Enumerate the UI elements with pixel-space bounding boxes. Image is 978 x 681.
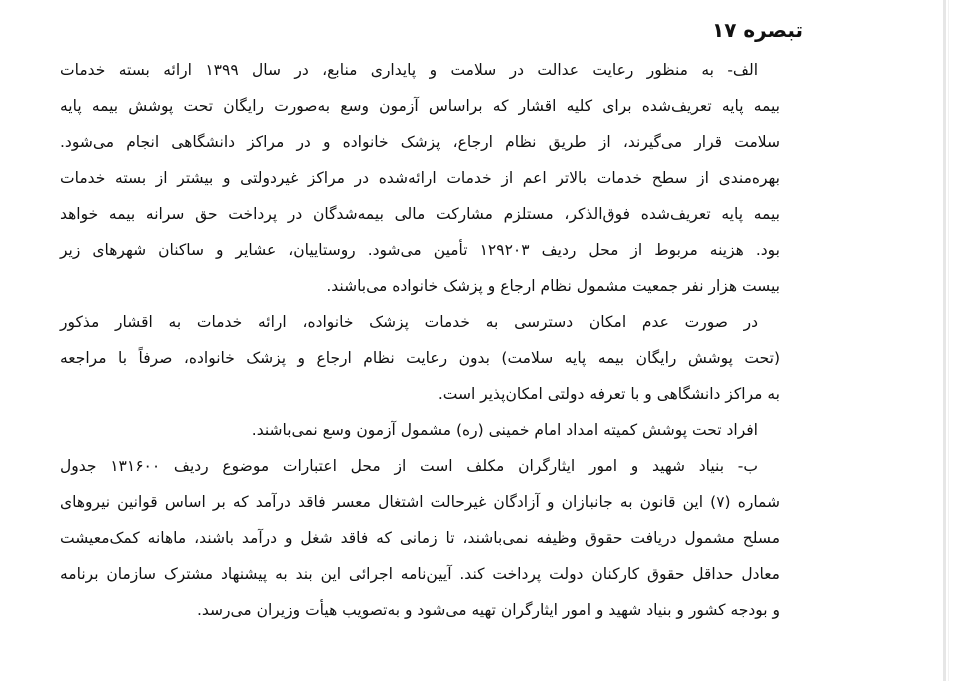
- text-line: معادل حداقل حقوق کارکنان دولت پرداخت کند. آیین‌نامه اجرائی این بند به پیشنهاد مشترک سازمان برنامه: [60, 565, 780, 583]
- page-edge-divider: [943, 0, 946, 681]
- text-line: مسلح مشمول دریافت حقوق وظیفه نمی‌باشند، تا زمانی که فاقد شغل و درآمد باشند، ماهانه کمک‌معیشت: [60, 529, 780, 547]
- text-line: سلامت قرار می‌گیرند، از طریق نظام ارجاع، پزشک خانواده و در مراکز دانشگاهی انجام می‌شود.: [60, 133, 780, 151]
- text-line: و بودجه کشور و بنیاد شهید و امور ایثارگران تهیه می‌شود و به‌تصویب هیأت وزیران می‌رسد.: [196, 601, 780, 619]
- text-line: (تحت پوشش رایگان بیمه پایه سلامت) بدون رعایت نظام ارجاع و پزشک خانواده، صرفاً با مراجعه: [60, 349, 780, 367]
- text-line: بهره‌مندی از سطح خدمات بالاتر اعم از خدمات ارائه‌شده در مراکز غیردولتی و بیشتر از بسته خدمات: [60, 169, 780, 187]
- section-title: تبصره ۱۷: [711, 18, 803, 42]
- text-line: بود. هزینه مربوط از محل ردیف ۱۲۹۲۰۳ تأمین می‌شود. روستاییان، عشایر و ساکنان شهرهای زیر: [60, 241, 780, 259]
- text-line: در صورت عدم امکان دسترسی به خدمات پزشک خانواده، ارائه خدمات به اقشار مذکور: [60, 313, 758, 331]
- text-line: بیمه پایه تعریف‌شده فوق‌الذکر، مستلزم مشارکت مالی بیمه‌شدگان در پرداخت حق سرانه بیمه خواهد: [60, 205, 780, 223]
- text-line: بیست هزار نفر جمعیت مشمول نظام ارجاع و پزشک خانواده می‌باشند.: [326, 277, 780, 295]
- page-edge-divider: [948, 0, 949, 681]
- text-line: الف- به منظور رعایت عدالت در سلامت و پایداری منابع، در سال ۱۳۹۹ ارائه بسته خدمات: [60, 61, 759, 79]
- document-body: [60, 8, 803, 628]
- text-line: ب- بنیاد شهید و امور ایثارگران مکلف است از محل اعتبارات موضوع ردیف ۱۳۱۶۰۰ جدول: [60, 457, 758, 475]
- text-line: بیمه پایه تعریف‌شده برای کلیه اقشار که براساس آزمون وسع به‌صورت رایگان تحت پوشش بیمه پایه: [60, 97, 780, 115]
- text-line: شماره (۷) این قانون به جانبازان و آزادگان غیرحالت اشتغال معسر فاقد درآمد که بر اساس قوانین نیروهای: [60, 493, 781, 511]
- text-line: افراد تحت پوشش کمیته امداد امام خمینی (ره) مشمول آزمون وسع نمی‌باشند.: [251, 421, 758, 439]
- text-line: به مراکز دانشگاهی و با تعرفه دولتی امکان‌پذیر است.: [437, 385, 780, 403]
